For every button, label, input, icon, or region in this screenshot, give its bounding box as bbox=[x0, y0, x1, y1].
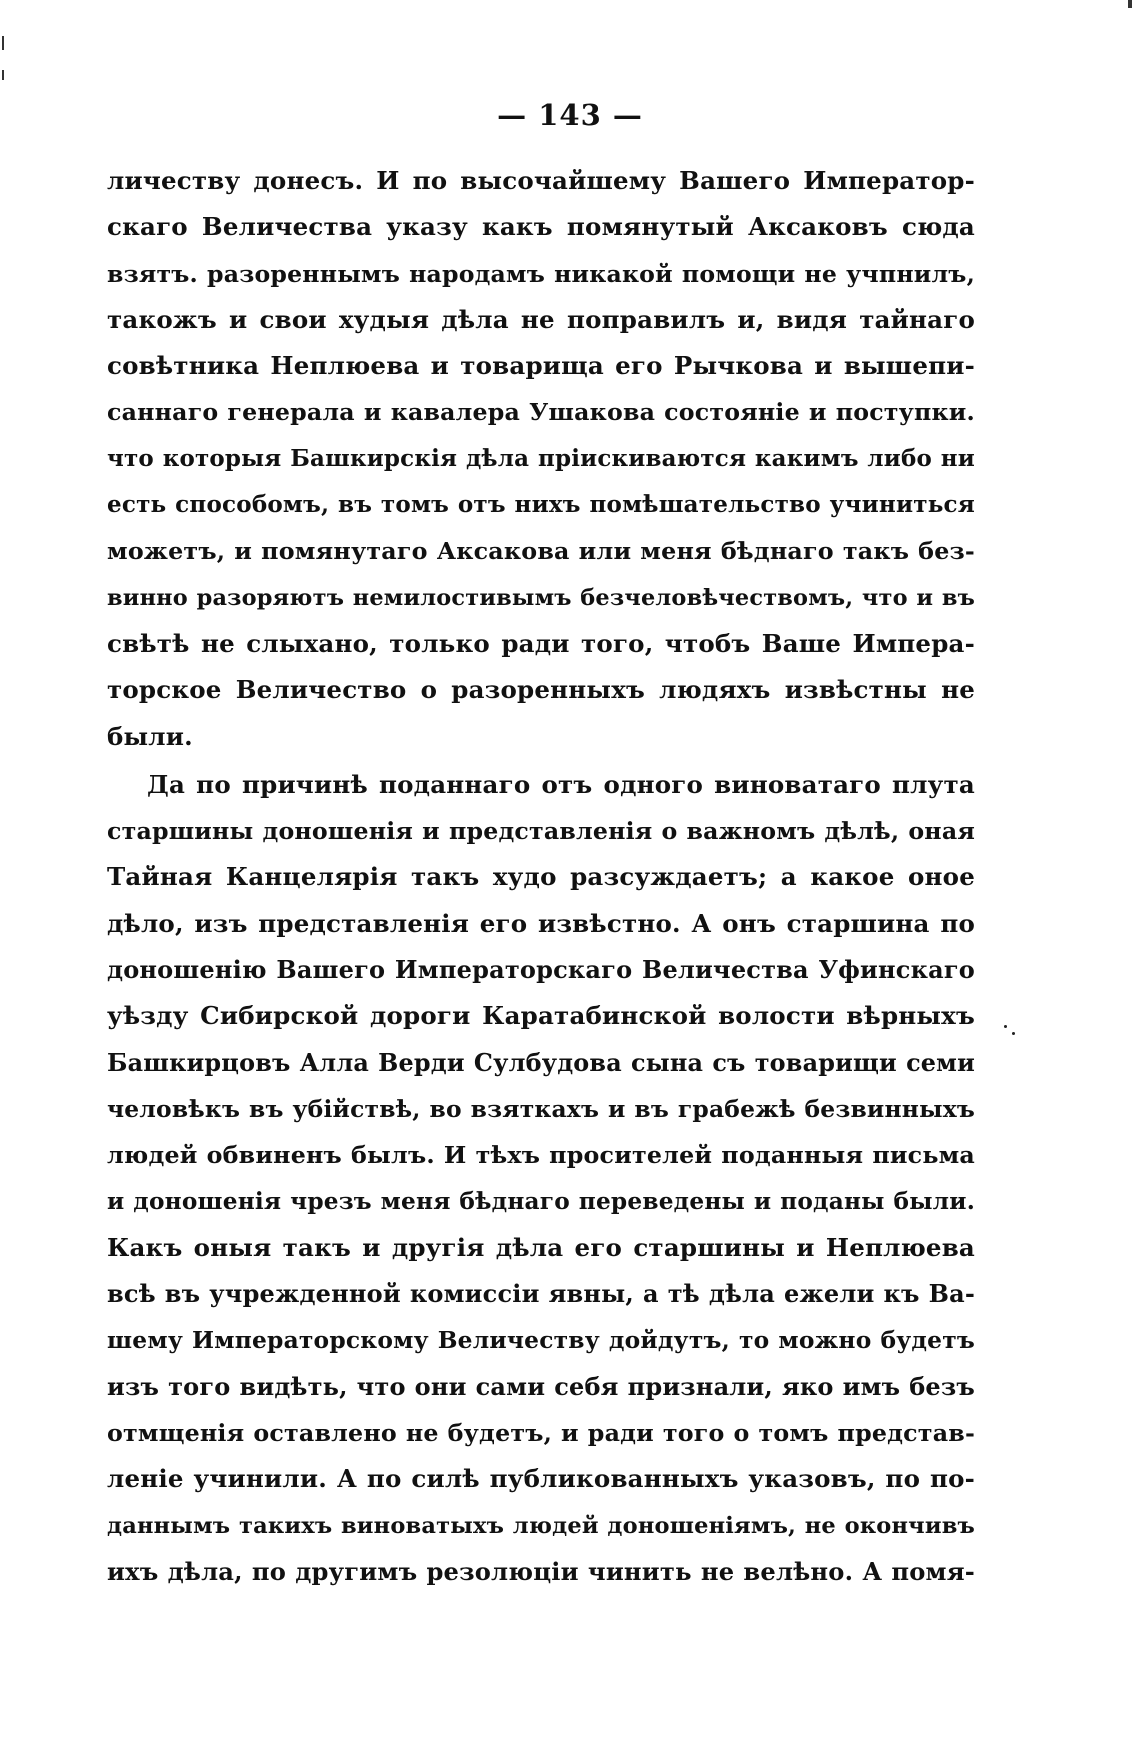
text-line: скаго Величества указу какъ помянутый Аксаковъ сюда bbox=[107, 212, 975, 242]
text-line: даннымъ такихъ виноватыхъ людей доношеніямъ, не окончивъ bbox=[107, 1512, 975, 1539]
text-line: людей обвиненъ былъ. И тѣхъ просителей поданныя письма bbox=[107, 1141, 975, 1170]
text-line: ихъ дѣла, по другимъ резолюціи чинить не велѣно. А помя- bbox=[107, 1556, 975, 1586]
text-line: доношенію Вашего Императорскаго Величества Уфинскаго bbox=[107, 955, 975, 985]
text-line: можетъ, и помянутаго Аксакова или меня бѣднаго такъ без- bbox=[107, 537, 975, 566]
paragraph-2 bbox=[107, 762, 975, 1595]
ink-speck bbox=[1012, 1032, 1015, 1035]
text-line: были. bbox=[107, 721, 193, 751]
text-line: Башкирцовъ Алла Верди Сулбудова сына съ товарищи семи bbox=[107, 1048, 975, 1077]
text-line: человѣкъ въ убійствѣ, во взяткахъ и въ грабежѣ безвинныхъ bbox=[107, 1094, 975, 1123]
text-line: и доношенія чрезъ меня бѣднаго переведены и поданы были. bbox=[107, 1187, 975, 1215]
text-line: Да по причинѣ поданнаго отъ одного виноватаго плута bbox=[147, 769, 975, 799]
text-line: уѣзду Сибирской дороги Каратабинской волости вѣрныхъ bbox=[107, 1001, 975, 1031]
text-line: личеству донесъ. И по высочайшему Вашего Император- bbox=[107, 166, 975, 195]
paragraph-1 bbox=[107, 158, 975, 760]
text-line: что которыя Башкирскія дѣла пріискиваются какимъ либо ни bbox=[107, 444, 975, 472]
body-text bbox=[107, 158, 975, 1595]
ink-speck bbox=[1004, 1025, 1007, 1028]
scan-edge-mark bbox=[2, 36, 4, 50]
text-line: шему Императорскому Величеству дойдутъ, то можно будетъ bbox=[107, 1326, 975, 1355]
text-line: взятъ. разореннымъ народамъ никакой помощи не учпнилъ, bbox=[107, 259, 975, 288]
scan-corner-mark bbox=[1128, 0, 1132, 8]
text-line: саннаго генерала и кавалера Ушакова состояніе и поступки. bbox=[107, 398, 975, 427]
text-line: изъ того видѣть, что они сами себя признали, яко имъ безъ bbox=[107, 1371, 975, 1401]
text-line: всѣ въ учрежденной комиссіи явны, а тѣ дѣла ежели къ Ва- bbox=[107, 1279, 975, 1309]
page-number: — 143 — bbox=[497, 98, 643, 132]
text-line: торское Величество о разоренныхъ людяхъ извѣстны не bbox=[107, 675, 975, 705]
text-line: винно разоряютъ немилостивымъ безчеловѣчествомъ, что и въ bbox=[107, 584, 975, 611]
text-line: старшины доношенія и представленія о важномъ дѣлѣ, оная bbox=[107, 817, 975, 846]
text-line: отмщенія оставлено не будетъ, и ради того о томъ представ- bbox=[107, 1419, 975, 1448]
text-line: леніе учинили. А по силѣ публикованныхъ указовъ, по по- bbox=[107, 1464, 975, 1494]
text-line: Какъ оныя такъ и другія дѣла его старшины и Неплюева bbox=[107, 1232, 975, 1262]
text-line: дѣло, изъ представленія его извѣстно. А онъ старшина по bbox=[107, 908, 975, 938]
text-line: есть способомъ, въ томъ отъ нихъ помѣшательство учиниться bbox=[107, 491, 975, 519]
text-line: совѣтника Неплюева и товарища его Рычкова и вышепи- bbox=[107, 351, 975, 381]
scan-edge-mark bbox=[2, 70, 4, 80]
text-line: такожъ и свои худыя дѣла не поправилъ и, видя тайнаго bbox=[107, 304, 975, 334]
text-line: Тайная Канцелярія такъ худо разсуждаетъ; а какое оное bbox=[107, 862, 975, 892]
text-line: свѣтѣ не слыхано, только ради того, чтобъ Ваше Импера- bbox=[107, 628, 975, 658]
